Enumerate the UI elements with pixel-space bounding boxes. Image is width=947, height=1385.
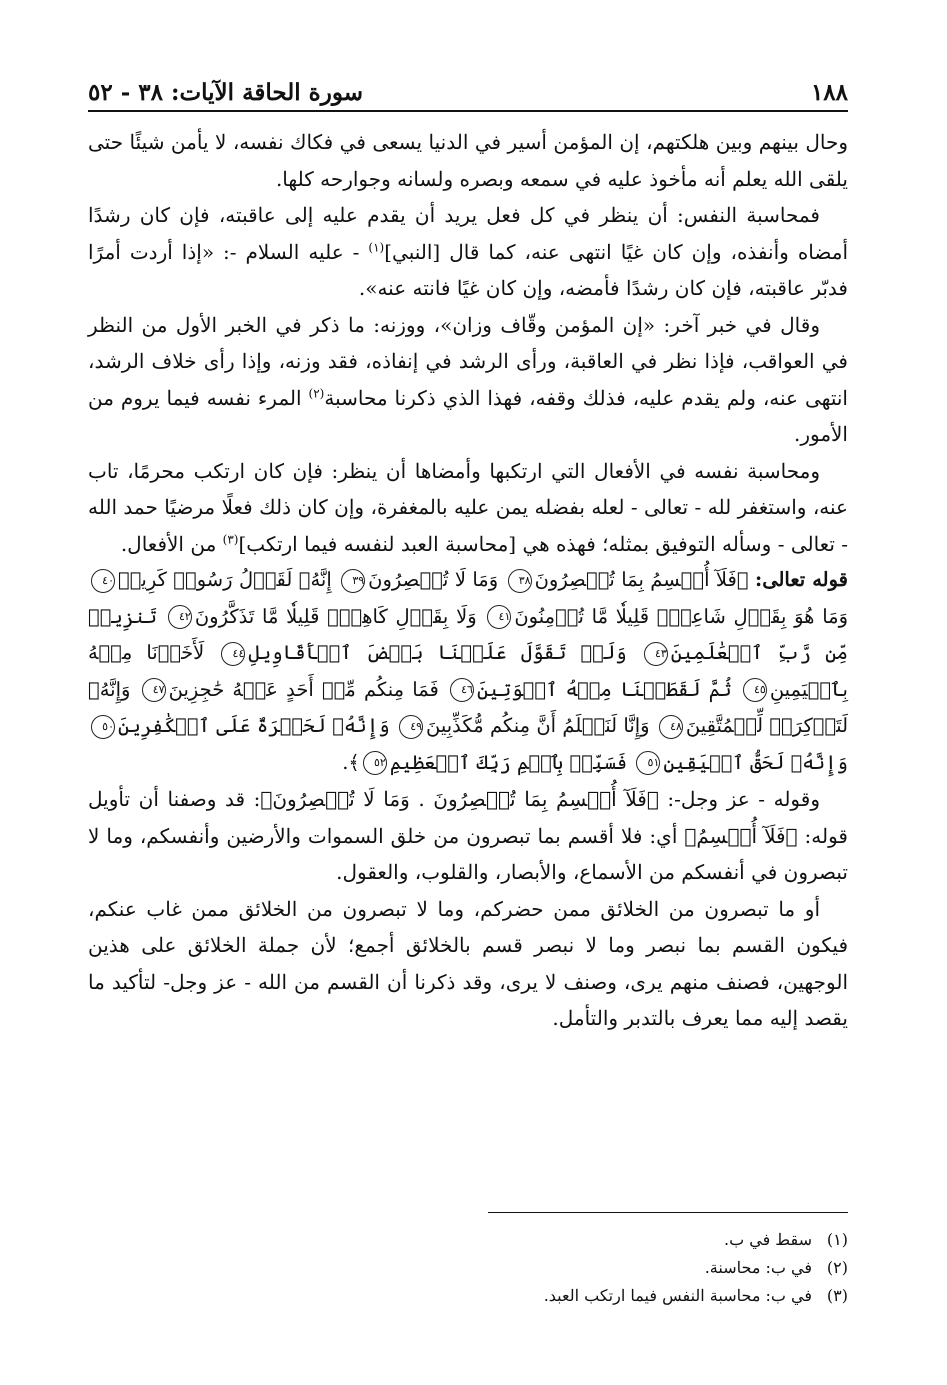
page-number: ١٨٨: [810, 79, 848, 106]
footnote-3: [400, 1282, 848, 1310]
verse-text: وَإِنَّهُۥ لَحَقُّ ٱلۡيَقِينِ: [663, 750, 848, 774]
footnote-number: (١): [826, 1230, 848, 1249]
verse-text: إِنَّهُۥ لَقَوۡلُ رَسُولٖ كَرِيمٖ: [118, 568, 332, 591]
ayah-number-marker: ٣٩: [341, 569, 365, 593]
footnote-number: (٣): [826, 1286, 848, 1305]
verse-text: وَإِنَّا لَنَعۡلَمُ أَنَّ مِنكُم مُّكَذِّبِينَ: [426, 714, 650, 737]
running-title: سورة الحاقة الآيات: ٣٨ - ٥٢: [88, 79, 363, 106]
ornate-bracket-open: ﴿: [736, 568, 749, 591]
main-text: [88, 124, 848, 1037]
verse-text: لَأَخَذۡنَا مِنۡهُ بِٱلۡيَمِينِ: [88, 641, 848, 701]
verse-text: وَمَا لَا تُبۡصِرُونَ: [368, 568, 499, 591]
paragraph-text: أو ما تبصرون من الخلائق ممن حضركم، وما لا تبصرون من الخلائق ممن غاب عنكم، فيكون القسم بما نبصر وما لا نبصر قسم بالخلائق أجمع؛ لأن جملة الخلائق على هذين الوجهين، فصنف منهم يرى، وصنف لا يرى، وقد ذكرنا أن القسم من الله - عز وجل- لتأكيد ما يقصد إليه مما يعرف بالتدبر والتأمل.: [88, 896, 849, 1030]
ornate-bracket-close: ﴾.: [342, 750, 360, 774]
verse-text: فَلَآ أُقۡسِمُ بِمَا تُبۡصِرُونَ: [534, 568, 737, 591]
paragraph-text: فمحاسبة النفس: أن ينظر في كل فعل يريد أن يقدم عليه إلى عاقبته، فإن كان رشدًا أمضاه وأنفذه، وإن كان غيًا انتهى عنه، كما قال [النبي]: [88, 203, 849, 264]
footnote-ref-1: (١): [368, 239, 385, 254]
verse-text: وَمَا هُوَ بِقَوۡلِ شَاعِرٖۚ قَلِيلٗا مَّا تُؤۡمِنُونَ: [514, 604, 848, 628]
ayah-number-marker: ٤١: [487, 605, 511, 629]
paragraph-text: وقال في خبر آخر: «إن المؤمن وقّاف وزان»، ووزنه: ما ذكر في الخبر الأول من النظر في العواقب، فإذا نظر في العاقبة، ورأى الرشد في إنفاذه، فقد وزنه، وإذا رأى خلاف الرشد، انتهى عنه، ولم يقدم عليه، فذلك وقفه، فهذا الذي ذكرنا محاسبة: [88, 312, 848, 410]
footnote-ref-3: (٣): [222, 531, 239, 546]
footnote-2: [400, 1254, 848, 1282]
ayah-number-marker: ٤٥: [743, 678, 767, 702]
ayah-number-marker: ٤٨: [659, 715, 683, 739]
verse-text: فَسَبِّحۡ بِٱسۡمِ رَبِّكَ ٱلۡعَظِيمِ: [389, 750, 628, 774]
ayah-number-marker: ٤٢: [168, 605, 192, 629]
paragraph-1: [88, 124, 848, 197]
verse-text: وَلَا بِقَوۡلِ كَاهِنٖۚ قَلِيلٗا مَّا تَذَكَّرُونَ: [194, 604, 477, 628]
footnote-ref-2: (٢): [308, 385, 325, 400]
ayah-number-marker: ٤٧: [142, 678, 166, 702]
paragraph-3: [88, 307, 848, 453]
verse-label: قوله تعالى:: [755, 568, 848, 591]
footnotes: [400, 1226, 848, 1310]
verse-text: فَمَا مِنكُم مِّنۡ أَحَدٍ عَنۡهُ حَٰجِزِينَ: [168, 677, 439, 701]
ayah-number-marker: ٥٠: [91, 715, 115, 739]
footnote-number: (٢): [826, 1258, 848, 1277]
verse-text: وَإِنَّهُۥ لَحَسۡرَةٌ عَلَى ٱلۡكَٰفِرِينَ: [118, 714, 390, 737]
ayah-number-marker: ٤٠: [91, 569, 115, 593]
verse-text: وَلَوۡ تَقَوَّلَ عَلَيۡنَا بَعۡضَ ٱلۡأَقَاوِيلِ: [248, 641, 627, 664]
footnote-text: سقط في ب.: [724, 1230, 812, 1249]
verse-text: ثُمَّ لَقَطَعۡنَا مِنۡهُ ٱلۡوَتِينَ: [476, 677, 732, 701]
footnote-text: في ب: محاسنة.: [704, 1258, 812, 1277]
paragraph-text: المرء نفسه فيما يروم من الأمور.: [88, 385, 848, 446]
quran-verses: [88, 562, 848, 781]
footnote-1: [400, 1226, 848, 1254]
paragraph-5: [88, 781, 848, 891]
ayah-number-marker: ٤٦: [450, 678, 474, 702]
paragraph-2: [88, 197, 848, 307]
ayah-number-marker: ٤٤: [221, 642, 245, 666]
paragraph-text: وحال بينهم وبين هلكتهم، إن المؤمن أسير في الدنيا يسعى في فكاك نفسه، لا يأمن شيئًا حتى يلقى الله يعلم أنه مأخوذ عليه في سمعه وبصره ولسانه وجوارحه كلها.: [88, 130, 848, 191]
ayah-number-marker: ٤٣: [644, 642, 668, 666]
verse-text: تَنزِيلٞ مِّن رَّبِّ ٱلۡعَٰلَمِينَ: [88, 604, 848, 664]
paragraph-text: وقوله - عز وجل-: ﴿فَلَآ أُقۡسِمُ بِمَا تُبۡصِرُونَ . وَمَا لَا تُبۡصِرُونَ﴾: قد وصفنا أن تأويل قوله: ﴿فَلَآ أُقۡسِمُ﴾ أي: فلا أقسم بما تبصرون من خلق السموات والأرضين وأنفسكم، وما لا تبصرون في أنفسكم من الأسماع، والأبصار، والقلوب، والعقول.: [88, 787, 848, 884]
ayah-number-marker: ٥١: [636, 751, 660, 775]
footnote-rule: [488, 1212, 848, 1213]
paragraph-6: [88, 891, 848, 1037]
paragraph-text: من الأفعال.: [120, 531, 223, 556]
ayah-number-marker: ٤٩: [399, 715, 423, 739]
page-header: [88, 66, 848, 106]
ayah-number-marker: ٣٨: [508, 569, 532, 593]
header-rule: [88, 110, 848, 112]
paragraph-4: [88, 453, 848, 563]
footnote-text: في ب: محاسبة النفس فيما ارتكب العبد.: [543, 1286, 812, 1305]
paragraph-text: - عليه السلام -: «إذا أردت أمرًا فدبّر عاقبته، فإن كان رشدًا فأمضه، وإن كان غيًا فانته عنه».: [88, 239, 848, 300]
paragraph-text: ومحاسبة نفسه في الأفعال التي ارتكبها وأمضاها أن ينظر: فإن كان ارتكب محرمًا، تاب عنه، واستغفر لله - تعالى - لعله بفضله يمن عليه بالمغفرة، وإن كان ذلك فعلًا مرضيًا حمد الله - تعالى - وسأله التوفيق بمثله؛ فهذه هي [محاسبة العبد لنفسه فيما ارتكب]: [88, 458, 848, 556]
ayah-number-marker: ٥٢: [363, 751, 387, 775]
verse-text: وَإِنَّهُۥ لَتَذۡكِرَةٞ لِّلۡمُتَّقِينَ: [88, 677, 849, 737]
